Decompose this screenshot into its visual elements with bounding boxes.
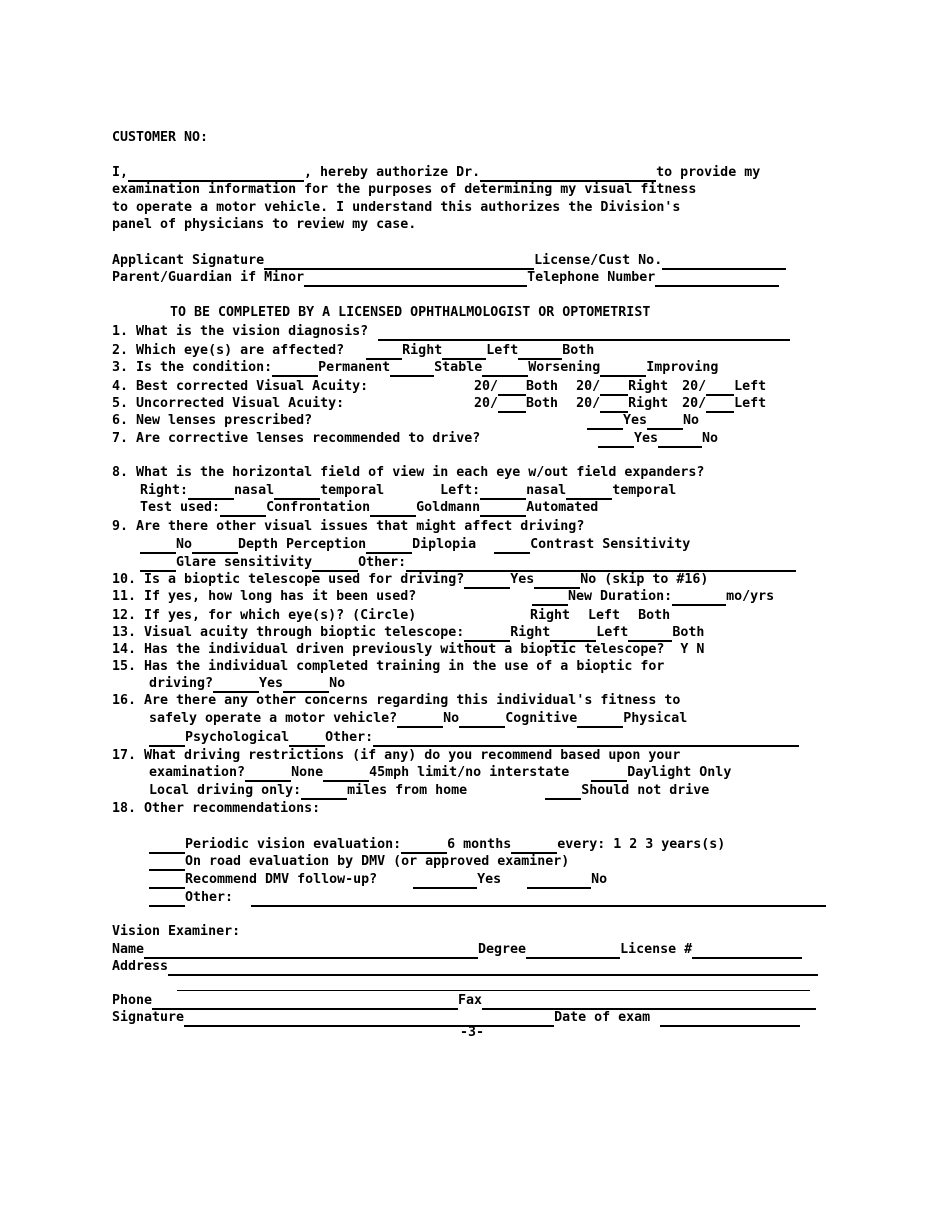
- q18-other: Other:: [149, 889, 828, 907]
- question-13: 13. Visual acuity through bioptic telescope: Right Left Both: [112, 625, 705, 640]
- q9-contrast-blank[interactable]: [494, 538, 530, 554]
- q18-yes-blank[interactable]: [413, 873, 477, 889]
- q17-local-blank[interactable]: [301, 784, 347, 800]
- q18-followup-blank[interactable]: [149, 873, 185, 889]
- page-number: -3-: [460, 1025, 485, 1040]
- guardian-row: Parent/Guardian if Minor Telephone Number: [112, 269, 828, 287]
- q6-no-blank[interactable]: [647, 414, 683, 430]
- examiner-address-line2[interactable]: [177, 990, 810, 991]
- examiner-fax-blank[interactable]: [482, 994, 816, 1010]
- q17-shouldnot-blank[interactable]: [545, 784, 581, 800]
- q14-yes-no[interactable]: Y N: [680, 642, 705, 657]
- q11-duration-blank[interactable]: [672, 590, 726, 606]
- applicant-signature-blank[interactable]: [264, 254, 534, 270]
- q16-other-text-blank[interactable]: [373, 731, 799, 747]
- question-4: 4. Best corrected Visual Acuity: 20/ Both 20/ Right 20/ Left: [112, 379, 767, 394]
- question-12: 12. If yes, for which eye(s)? (Circle) Right Left Both: [112, 608, 671, 623]
- q18-other-text-blank[interactable]: [251, 891, 826, 907]
- q17-daylight-blank[interactable]: [591, 766, 627, 782]
- question-16: 16. Are there any other concerns regarding this individual's fitness to: [112, 693, 681, 708]
- question-6: 6. New lenses prescribed? Yes No: [112, 413, 700, 428]
- q16-physical-blank[interactable]: [577, 712, 623, 728]
- question-2: 2. Which eye(s) are affected? Right Left Both: [112, 343, 595, 358]
- examiner-title: Vision Examiner:: [112, 924, 241, 939]
- authorization-line-1: I, , hereby authorize Dr. to provide my: [112, 165, 761, 180]
- q18-onroad: On road evaluation by DMV (or approved examiner): [149, 853, 865, 871]
- q18-no-blank[interactable]: [527, 873, 591, 889]
- q17-none-blank[interactable]: [245, 766, 291, 782]
- q9-diplopia-blank[interactable]: [366, 538, 412, 554]
- authorization-line-2: examination information for the purposes of determining my visual fitness: [112, 182, 697, 197]
- q16-cognitive-blank[interactable]: [459, 712, 505, 728]
- question-8-fields: Right: nasal temporal Left: nasal temporal: [140, 483, 677, 498]
- question-15-line2: driving? Yes No: [149, 676, 346, 691]
- section-title: TO BE COMPLETED BY A LICENSED OPHTHALMOLOGIST OR OPTOMETRIST: [170, 305, 651, 320]
- q8-automated-blank[interactable]: [480, 501, 526, 517]
- question-9-glare: Glare sensitivity Other:: [140, 554, 828, 572]
- q8-left-nasal-blank[interactable]: [480, 484, 526, 500]
- question-10: 10. Is a bioptic telescope used for driving? Yes No (skip to #16): [112, 572, 709, 587]
- q16-no-blank[interactable]: [397, 712, 443, 728]
- q3-permanent-blank[interactable]: [272, 361, 318, 377]
- q8-right-nasal-blank[interactable]: [188, 484, 234, 500]
- question-17: 17. What driving restrictions (if any) do you recommend based upon your: [112, 748, 681, 763]
- question-8-test-used: Test used: Confrontation Goldmann Automated: [140, 500, 599, 515]
- question-16-line2: safely operate a motor vehicle? No Cognitive Physical: [149, 711, 688, 726]
- examiner-name-blank[interactable]: [144, 943, 478, 959]
- q13-left-blank[interactable]: [550, 626, 596, 642]
- q9-other-text-blank[interactable]: [406, 556, 796, 572]
- question-14: 14. Has the individual driven previously without a bioptic telescope? Y N: [112, 642, 705, 657]
- q3-improving-blank[interactable]: [600, 361, 646, 377]
- q18-six-blank[interactable]: [401, 838, 447, 854]
- examiner-signature-row: Signature Date of exam: [112, 1009, 828, 1027]
- customer-no-label: CUSTOMER NO:: [112, 130, 209, 145]
- question-16-line3: Psychological Other:: [149, 729, 828, 747]
- question-8: 8. What is the horizontal field of view in each eye w/out field expanders?: [112, 465, 705, 480]
- q4-right-blank[interactable]: [600, 380, 628, 396]
- question-9-options: No Depth Perception Diplopia Contrast Sensitivity: [140, 536, 856, 554]
- q3-worsening-blank[interactable]: [482, 361, 528, 377]
- examiner-address-blank[interactable]: [168, 960, 818, 976]
- exam-date-blank[interactable]: [660, 1011, 800, 1027]
- q3-stable-blank[interactable]: [390, 361, 434, 377]
- q8-confrontation-blank[interactable]: [220, 501, 266, 517]
- question-3: 3. Is the condition: Permanent Stable Worsening Improving: [112, 360, 719, 375]
- examiner-license-blank[interactable]: [692, 943, 802, 959]
- question-17-line3: Local driving only: miles from home Should not drive: [149, 783, 710, 798]
- q18-every-blank[interactable]: [511, 838, 557, 854]
- applicant-signature-row: Applicant Signature License/Cust No.: [112, 252, 828, 270]
- question-1: 1. What is the vision diagnosis?: [112, 323, 828, 341]
- examiner-phone-blank[interactable]: [152, 994, 458, 1010]
- examiner-address-row: Address: [112, 958, 828, 976]
- q5-right-blank[interactable]: [600, 397, 628, 413]
- q10-no-blank[interactable]: [534, 573, 580, 589]
- q11-new-blank[interactable]: [532, 590, 568, 606]
- question-18: 18. Other recommendations:: [112, 801, 321, 816]
- question-9: 9. Are there other visual issues that might affect driving?: [112, 519, 585, 534]
- q8-right-temporal-blank[interactable]: [274, 484, 320, 500]
- q18-other-check-blank[interactable]: [149, 891, 185, 907]
- question-15: 15. Has the individual completed training in the use of a bioptic for: [112, 659, 665, 674]
- q18-periodic: Periodic vision evaluation: 6 months every: 1 2 3 years(s): [149, 836, 865, 854]
- q5-both-blank[interactable]: [498, 397, 526, 413]
- q15-yes-blank[interactable]: [213, 677, 259, 693]
- q7-yes-blank[interactable]: [598, 432, 634, 448]
- q8-goldmann-blank[interactable]: [370, 501, 416, 517]
- q5-left-blank[interactable]: [706, 397, 734, 413]
- q18-onroad-blank[interactable]: [149, 855, 185, 871]
- q4-left-blank[interactable]: [706, 380, 734, 396]
- q9-glare-blank[interactable]: [140, 556, 176, 572]
- authorization-line-3: to operate a motor vehicle. I understand this authorizes the Division's: [112, 200, 681, 215]
- q17-limit-blank[interactable]: [323, 766, 369, 782]
- examiner-degree-blank[interactable]: [526, 943, 620, 959]
- q4-both-blank[interactable]: [498, 380, 526, 396]
- question-5: 5. Uncorrected Visual Acuity: 20/ Both 20/ Right 20/ Left: [112, 396, 767, 411]
- patient-name-blank[interactable]: [128, 166, 304, 182]
- q2-right-blank[interactable]: [366, 344, 402, 360]
- q18-periodic-blank[interactable]: [149, 838, 185, 854]
- doctor-name-blank[interactable]: [480, 166, 656, 182]
- q13-right-blank[interactable]: [464, 626, 510, 642]
- question-7: 7. Are corrective lenses recommended to drive? Yes No: [112, 431, 719, 446]
- guardian-blank[interactable]: [304, 271, 527, 287]
- q9-no-blank[interactable]: [140, 538, 176, 554]
- q15-no-blank[interactable]: [283, 677, 329, 693]
- q10-yes-blank[interactable]: [464, 573, 510, 589]
- q7-no-blank[interactable]: [658, 432, 702, 448]
- q6-yes-blank[interactable]: [587, 414, 623, 430]
- telephone-blank[interactable]: [655, 271, 779, 287]
- q16-psych-blank[interactable]: [149, 731, 185, 747]
- q2-left-blank[interactable]: [442, 344, 486, 360]
- examiner-phone-row: Phone Fax: [112, 992, 828, 1010]
- question-11: 11. If yes, how long has it been used? New Duration: mo/yrs: [112, 589, 775, 604]
- q18-followup: Recommend DMV follow-up? Yes No: [149, 871, 865, 889]
- license-cust-blank[interactable]: [662, 254, 786, 270]
- q16-other-check-blank[interactable]: [289, 731, 325, 747]
- q8-left-temporal-blank[interactable]: [566, 484, 612, 500]
- authorization-line-4: panel of physicians to review my case.: [112, 217, 417, 232]
- q9-other-check-blank[interactable]: [312, 556, 358, 572]
- q2-both-blank[interactable]: [518, 344, 562, 360]
- q13-both-blank[interactable]: [628, 626, 672, 642]
- q9-depth-blank[interactable]: [192, 538, 238, 554]
- diagnosis-blank[interactable]: [378, 325, 790, 341]
- question-17-line2: examination? None 45mph limit/no interstate Daylight Only: [149, 765, 732, 780]
- examiner-name-row: Name Degree License #: [112, 941, 828, 959]
